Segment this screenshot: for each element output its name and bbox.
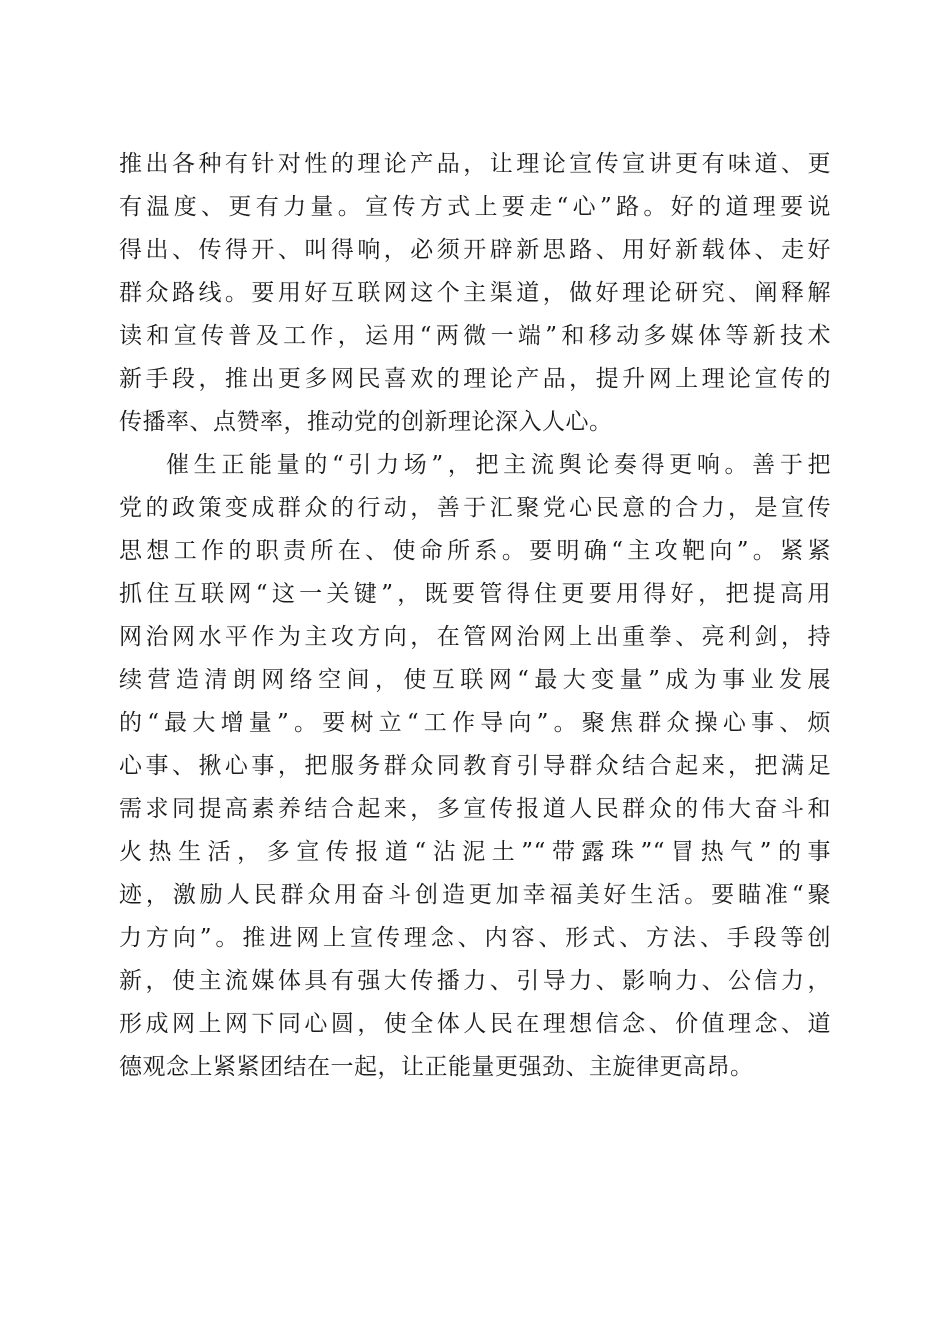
paragraph-line: 有温度、更有力量。宣传方式上要走“心”路。好的道理要说 <box>119 194 831 220</box>
paragraph-line: 群众路线。要用好互联网这个主渠道，做好理论研究、阐释解 <box>119 280 831 306</box>
paragraph-line: 推出各种有针对性的理论产品，让理论宣传宣讲更有味道、更 <box>119 151 831 177</box>
paragraph-line: 力方向”。推进网上宣传理念、内容、形式、方法、手段等创 <box>119 925 831 951</box>
paragraph-line: 德观念上紧紧团结在一起，让正能量更强劲、主旋律更高昂。 <box>119 1054 754 1080</box>
paragraph-line: 传播率、点赞率，推动党的创新理论深入人心。 <box>119 409 613 435</box>
paragraph-1 <box>119 143 831 444</box>
paragraph-line: 网治网水平作为主攻方向，在管网治网上出重拳、亮利剑，持 <box>119 624 831 650</box>
paragraph-line: 的“最大增量”。要树立“工作导向”。聚焦群众操心事、烦 <box>119 710 831 736</box>
paragraph-2 <box>119 444 831 1089</box>
paragraph-line: 思想工作的职责所在、使命所系。要明确“主攻靶向”。紧紧 <box>119 538 831 564</box>
paragraph-line: 形成网上网下同心圆，使全体人民在理想信念、价值理念、道 <box>119 1011 831 1037</box>
paragraph-line: 新手段，推出更多网民喜欢的理论产品，提升网上理论宣传的 <box>119 366 831 392</box>
paragraph-line: 党的政策变成群众的行动，善于汇聚党心民意的合力，是宣传 <box>119 495 831 521</box>
paragraph-line: 迹，激励人民群众用奋斗创造更加幸福美好生活。要瞄准“聚 <box>119 882 831 908</box>
paragraph-line: 催生正能量的“引力场”，把主流舆论奏得更响。善于把 <box>166 452 831 478</box>
document-body <box>119 143 831 1089</box>
paragraph-line: 抓住互联网“这一关键”，既要管得住更要用得好，把提高用 <box>119 581 831 607</box>
paragraph-line: 新，使主流媒体具有强大传播力、引导力、影响力、公信力， <box>119 968 831 994</box>
paragraph-line: 火热生活，多宣传报道“沾泥土”“带露珠”“冒热气”的事 <box>119 839 831 865</box>
paragraph-line: 续营造清朗网络空间，使互联网“最大变量”成为事业发展 <box>119 667 831 693</box>
paragraph-line: 读和宣传普及工作，运用“两微一端”和移动多媒体等新技术 <box>119 323 831 349</box>
paragraph-line: 需求同提高素养结合起来，多宣传报道人民群众的伟大奋斗和 <box>119 796 831 822</box>
paragraph-line: 心事、揪心事，把服务群众同教育引导群众结合起来，把满足 <box>119 753 831 779</box>
paragraph-line: 得出、传得开、叫得响，必须开辟新思路、用好新载体、走好 <box>119 237 831 263</box>
